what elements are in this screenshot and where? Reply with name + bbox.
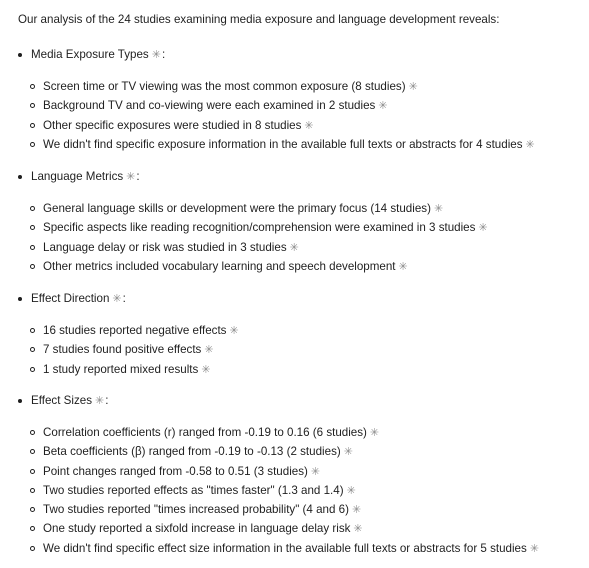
section-heading	[0, 290, 589, 308]
citation-icon[interactable]: ✳	[351, 504, 362, 517]
citation-icon[interactable]: ✳	[398, 260, 408, 273]
list-item	[0, 360, 589, 379]
colon: :	[122, 292, 126, 305]
citation-icon[interactable]: ✳	[408, 81, 418, 93]
list-item	[0, 96, 589, 115]
list-item	[0, 238, 589, 257]
list-item-text: We didn't find specific effect size information in the available full texts or abstracts for 5 studies	[43, 541, 527, 555]
citation-icon[interactable]: ✳	[310, 465, 321, 478]
list-item	[0, 116, 589, 135]
sub-list	[0, 423, 589, 558]
bullet-circle-icon	[30, 328, 35, 333]
list-item-text: Other metrics included vocabulary learning and speech development	[43, 259, 396, 273]
citation-icon[interactable]: ✳	[289, 241, 299, 254]
bullet-disc-icon	[18, 175, 22, 179]
citation-icon[interactable]: ✳	[229, 325, 239, 337]
sub-list	[0, 199, 589, 276]
citation-icon[interactable]: ✳	[201, 363, 211, 376]
list-item-text: Specific aspects like reading recognition/comprehension were examined in 3 studies	[43, 221, 476, 235]
list-item-text: Two studies reported effects as "times faster" (1.3 and 1.4)	[43, 483, 344, 497]
bullet-circle-icon	[30, 347, 35, 352]
bullet-circle-icon	[30, 123, 35, 128]
sub-list	[0, 77, 589, 154]
section-media-exposure-types	[0, 46, 589, 154]
bullet-disc-icon	[18, 399, 22, 403]
list-item	[0, 500, 589, 519]
bullet-circle-icon	[30, 142, 35, 147]
bullet-circle-icon	[30, 84, 35, 89]
citation-icon[interactable]: ✳	[304, 119, 314, 132]
list-item-text: We didn't find specific exposure information in the available full texts or abstracts for 4 studies	[43, 137, 523, 151]
bullet-circle-icon	[30, 245, 35, 250]
list-item	[0, 481, 589, 500]
list-item-text: Background TV and co-viewing were each examined in 2 studies	[43, 99, 376, 113]
list-item	[0, 199, 589, 218]
citation-icon[interactable]: ✳	[151, 49, 161, 61]
bullet-circle-icon	[30, 206, 35, 211]
list-item	[0, 257, 589, 276]
list-item-text: Beta coefficients (β) ranged from -0.19 to -0.13 (2 studies)	[43, 445, 341, 459]
list-item	[0, 77, 589, 96]
section-effect-direction	[0, 290, 589, 379]
section-title: Effect Direction	[31, 292, 110, 305]
bullet-circle-icon	[30, 264, 35, 269]
sub-list	[0, 321, 589, 379]
list-item	[0, 423, 589, 442]
list-item-text: Other specific exposures were studied in 8 studies	[43, 118, 302, 132]
bullet-circle-icon	[30, 546, 35, 551]
citation-icon[interactable]: ✳	[204, 344, 214, 357]
citation-icon[interactable]: ✳	[346, 484, 356, 497]
bullet-circle-icon	[30, 103, 35, 108]
citation-icon[interactable]: ✳	[353, 523, 363, 536]
bullet-circle-icon	[30, 225, 35, 230]
list-item	[0, 539, 589, 558]
citation-icon[interactable]: ✳	[525, 138, 535, 151]
bullet-circle-icon	[30, 488, 35, 493]
list-item-text: Screen time or TV viewing was the most common exposure (8 studies)	[43, 80, 406, 93]
section-heading	[0, 392, 589, 410]
bullet-circle-icon	[30, 469, 35, 474]
citation-icon[interactable]: ✳	[369, 427, 380, 439]
colon: :	[136, 170, 140, 183]
list-item	[0, 462, 589, 481]
list-item	[0, 519, 589, 538]
section-heading	[0, 46, 589, 64]
list-item-text: 1 study reported mixed results	[43, 362, 199, 376]
bullet-circle-icon	[30, 507, 35, 512]
list-item	[0, 340, 589, 359]
list-item-text: 7 studies found positive effects	[43, 343, 202, 357]
citation-icon[interactable]: ✳	[433, 203, 444, 215]
list-item	[0, 442, 589, 461]
list-item-text: Point changes ranged from -0.58 to 0.51 (3 studies)	[43, 464, 308, 478]
citation-icon[interactable]: ✳	[112, 293, 122, 305]
intro-text: Our analysis of the 24 studies examining media exposure and language development reveals:	[18, 13, 500, 26]
citation-icon[interactable]: ✳	[529, 542, 540, 555]
list-item	[0, 135, 589, 154]
bullet-circle-icon	[30, 367, 35, 372]
list-item	[0, 218, 589, 237]
bullet-circle-icon	[30, 430, 35, 435]
section-language-metrics	[0, 168, 589, 276]
colon: :	[105, 394, 109, 407]
bullet-disc-icon	[18, 53, 22, 57]
section-heading	[0, 168, 589, 186]
citation-icon[interactable]: ✳	[378, 100, 388, 113]
list-item-text: Correlation coefficients (r) ranged from -0.19 to 0.16 (6 studies)	[43, 426, 367, 439]
list-item-text: One study reported a sixfold increase in language delay risk	[43, 522, 351, 536]
list-item	[0, 321, 589, 340]
section-title: Effect Sizes	[31, 394, 93, 407]
section-effect-sizes	[0, 392, 589, 558]
citation-icon[interactable]: ✳	[343, 446, 353, 459]
citation-icon[interactable]: ✳	[126, 171, 136, 183]
bullet-circle-icon	[30, 526, 35, 531]
list-item-text: 16 studies reported negative effects	[43, 324, 227, 337]
section-title: Language Metrics	[31, 170, 124, 183]
list-item-text: Two studies reported "times increased probability" (4 and 6)	[43, 503, 349, 517]
list-item-text: General language skills or development were the primary focus (14 studies)	[43, 202, 431, 215]
bullet-disc-icon	[18, 297, 22, 301]
citation-icon[interactable]: ✳	[95, 395, 105, 407]
list-item-text: Language delay or risk was studied in 3 studies	[43, 240, 287, 254]
citation-icon[interactable]: ✳	[478, 222, 488, 235]
section-title: Media Exposure Types	[31, 48, 149, 61]
colon: :	[161, 48, 166, 61]
bullet-circle-icon	[30, 449, 35, 454]
